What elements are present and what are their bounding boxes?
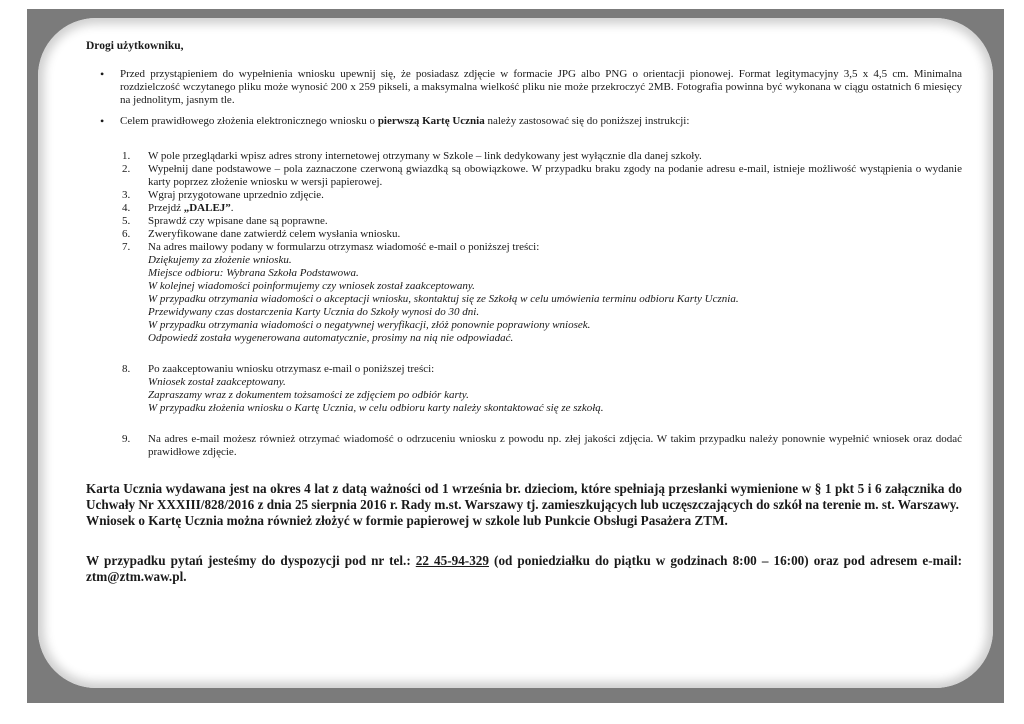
email-text-line: W przypadku otrzymania wiadomości o negatywnej weryfikacji, złóż ponownie poprawiony wniosek. xyxy=(148,319,591,331)
bullet-instructions-intro: • Celem prawidłowego złożenia elektronicznego wniosku o pierwszą Kartę Ucznia należy zastosować się do poniższej instrukcji: xyxy=(120,115,962,128)
step-7: 7. Na adres mailowy podany w formularzu otrzymasz wiadomość e-mail o poniższej treści: Dziękujemy za złożenie wniosku. Miejsce odbioru: Wybrana Szkoła Podstawowa. W kolejnej wiadomości poinformujemy czy wniosek został zaakceptowany. W przypadku otrzymania wiadomości o akceptacji wniosku, skontaktuj się ze Szkołą w celu umówienia terminu odbioru Karty Ucznia. Przewidywany czas dostarczenia Karty Ucznia do Szkoły wynosi do 30 dni. W przypadku otrzymania wiadomości o negatywnej weryfikacji, złóż ponownie poprawiony wniosek. Odpowiedź została wygenerowana automatycznie, prosimy na nią nie odpowiadać. xyxy=(86,241,962,345)
step-3: 3. Wgraj przygotowane uprzednio zdjęcie. xyxy=(122,189,324,201)
step-6: 6. Zweryfikowane dane zatwierdź celem wysłania wniosku. xyxy=(122,228,401,240)
email-text-line: W przypadku otrzymania wiadomości o akceptacji wniosku, skontaktuj się ze Szkołą w celu umówienia terminu odbioru Karty Ucznia. xyxy=(148,293,739,305)
bullet-photo-requirements: • Przed przystąpieniem do wypełnienia wniosku upewnij się, że posiadasz zdjęcie w formacie JPG albo PNG o orientacji pionowej. Format legitymacyjny 3,5 x 4,5 cm. Minimalna rozdzielczość wczytanego pliku może wynosić 200 x 259 pikseli, a maksymalna wielkość pliku nie może przekroczyć 2MB. Fotografia powinna być wykonana w ciągu ostatnich 6 miesięcy na jednolitym, jasnym tle. xyxy=(120,68,962,107)
email-text-line: Odpowiedź została wygenerowana automatycznie, prosimy na nią nie odpowiadać. xyxy=(148,332,514,344)
document-content xyxy=(86,40,962,585)
email-text-line: Wniosek został zaakceptowany. xyxy=(148,376,286,388)
step-5: 5. Sprawdź czy wpisane dane są poprawne. xyxy=(122,215,328,227)
email-text-line: W kolejnej wiadomości poinformujemy czy wniosek został zaakceptowany. xyxy=(148,280,475,292)
bullet-list xyxy=(86,68,962,128)
step-8: 8. Po zaakceptowaniu wniosku otrzymasz e-mail o poniższej treści: Wniosek został zaakceptowany. Zapraszamy wraz z dokumentem tożsamości ze zdjęciem po odbiór karty. W przypadku złożenia wniosku o Kartę Ucznia, w celu odbioru karty należy skontaktować się ze szkołą. xyxy=(86,363,962,415)
email-text-line: Miejsce odbioru: Wybrana Szkoła Podstawowa. xyxy=(148,267,359,279)
email-text-line: Dziękujemy za złożenie wniosku. xyxy=(148,254,292,266)
instruction-steps xyxy=(86,150,962,459)
email-text-line: Zapraszamy wraz z dokumentem tożsamości ze zdjęciem po odbiór karty. xyxy=(148,389,469,401)
email-text-line: W przypadku złożenia wniosku o Kartę Ucznia, w celu odbioru karty należy skontaktować się ze szkołą. xyxy=(148,402,604,414)
step-1: 1. W pole przeglądarki wpisz adres strony internetowej otrzymany w Szkole – link dedykowany jest wyłącznie dla danej szkoły. xyxy=(122,150,702,162)
emphasis-first-card: pierwszą Kartę Ucznia xyxy=(377,115,485,127)
greeting: Drogi użytkowniku, xyxy=(86,40,184,52)
contact-paragraph: W przypadku pytań jesteśmy do dyspozycji pod nr tel.: 22 45-94-329 (od poniedziałku do piątku w godzinach 8:00 – 16:00) oraz pod adresem e-mail: ztm@ztm.waw.pl. xyxy=(86,553,962,584)
email-text-line: Przewidywany czas dostarczenia Karty Ucznia do Szkoły wynosi do 30 dni. xyxy=(148,306,480,318)
step-2: 2. Wypełnij dane podstawowe – pola zaznaczone czerwoną gwiazdką są obowiązkowe. W przypadku braku zgody na podanie adresu e-mail, istnieje możliwość wystąpienia o wydanie karty poprzez złożenie wniosku w wersji papierowej. xyxy=(122,163,962,188)
phone-number: 22 45-94-329 xyxy=(415,553,489,568)
card-validity-paragraph: Karta Ucznia wydawana jest na okres 4 lat z datą ważności od 1 września br. dzieciom, które spełniają przesłanki wymienione w § 1 pkt 5 i 6 załącznika do Uchwały Nr XXXIII/828/2016 z dnia 25 sierpnia 2016 r. Rady m.st. Warszawy tj. zamieszkujących lub uczęszczających do szkół na terenie m. st. Warszawy. Wniosek o Kartę Ucznia można również złożyć w formie papierowej w szkole lub Punkcie Obsługi Pasażera ZTM. xyxy=(86,481,962,528)
step-4: 4. Przejdź „DALEJ”. xyxy=(122,202,234,214)
step-9: 9. Na adres e-mail możesz również otrzymać wiadomość o odrzuceniu wniosku z powodu np. złej jakości zdjęcia. W takim przypadku należy ponownie wypełnić wniosek oraz dodać prawidłowe zdjęcie. xyxy=(122,433,962,458)
